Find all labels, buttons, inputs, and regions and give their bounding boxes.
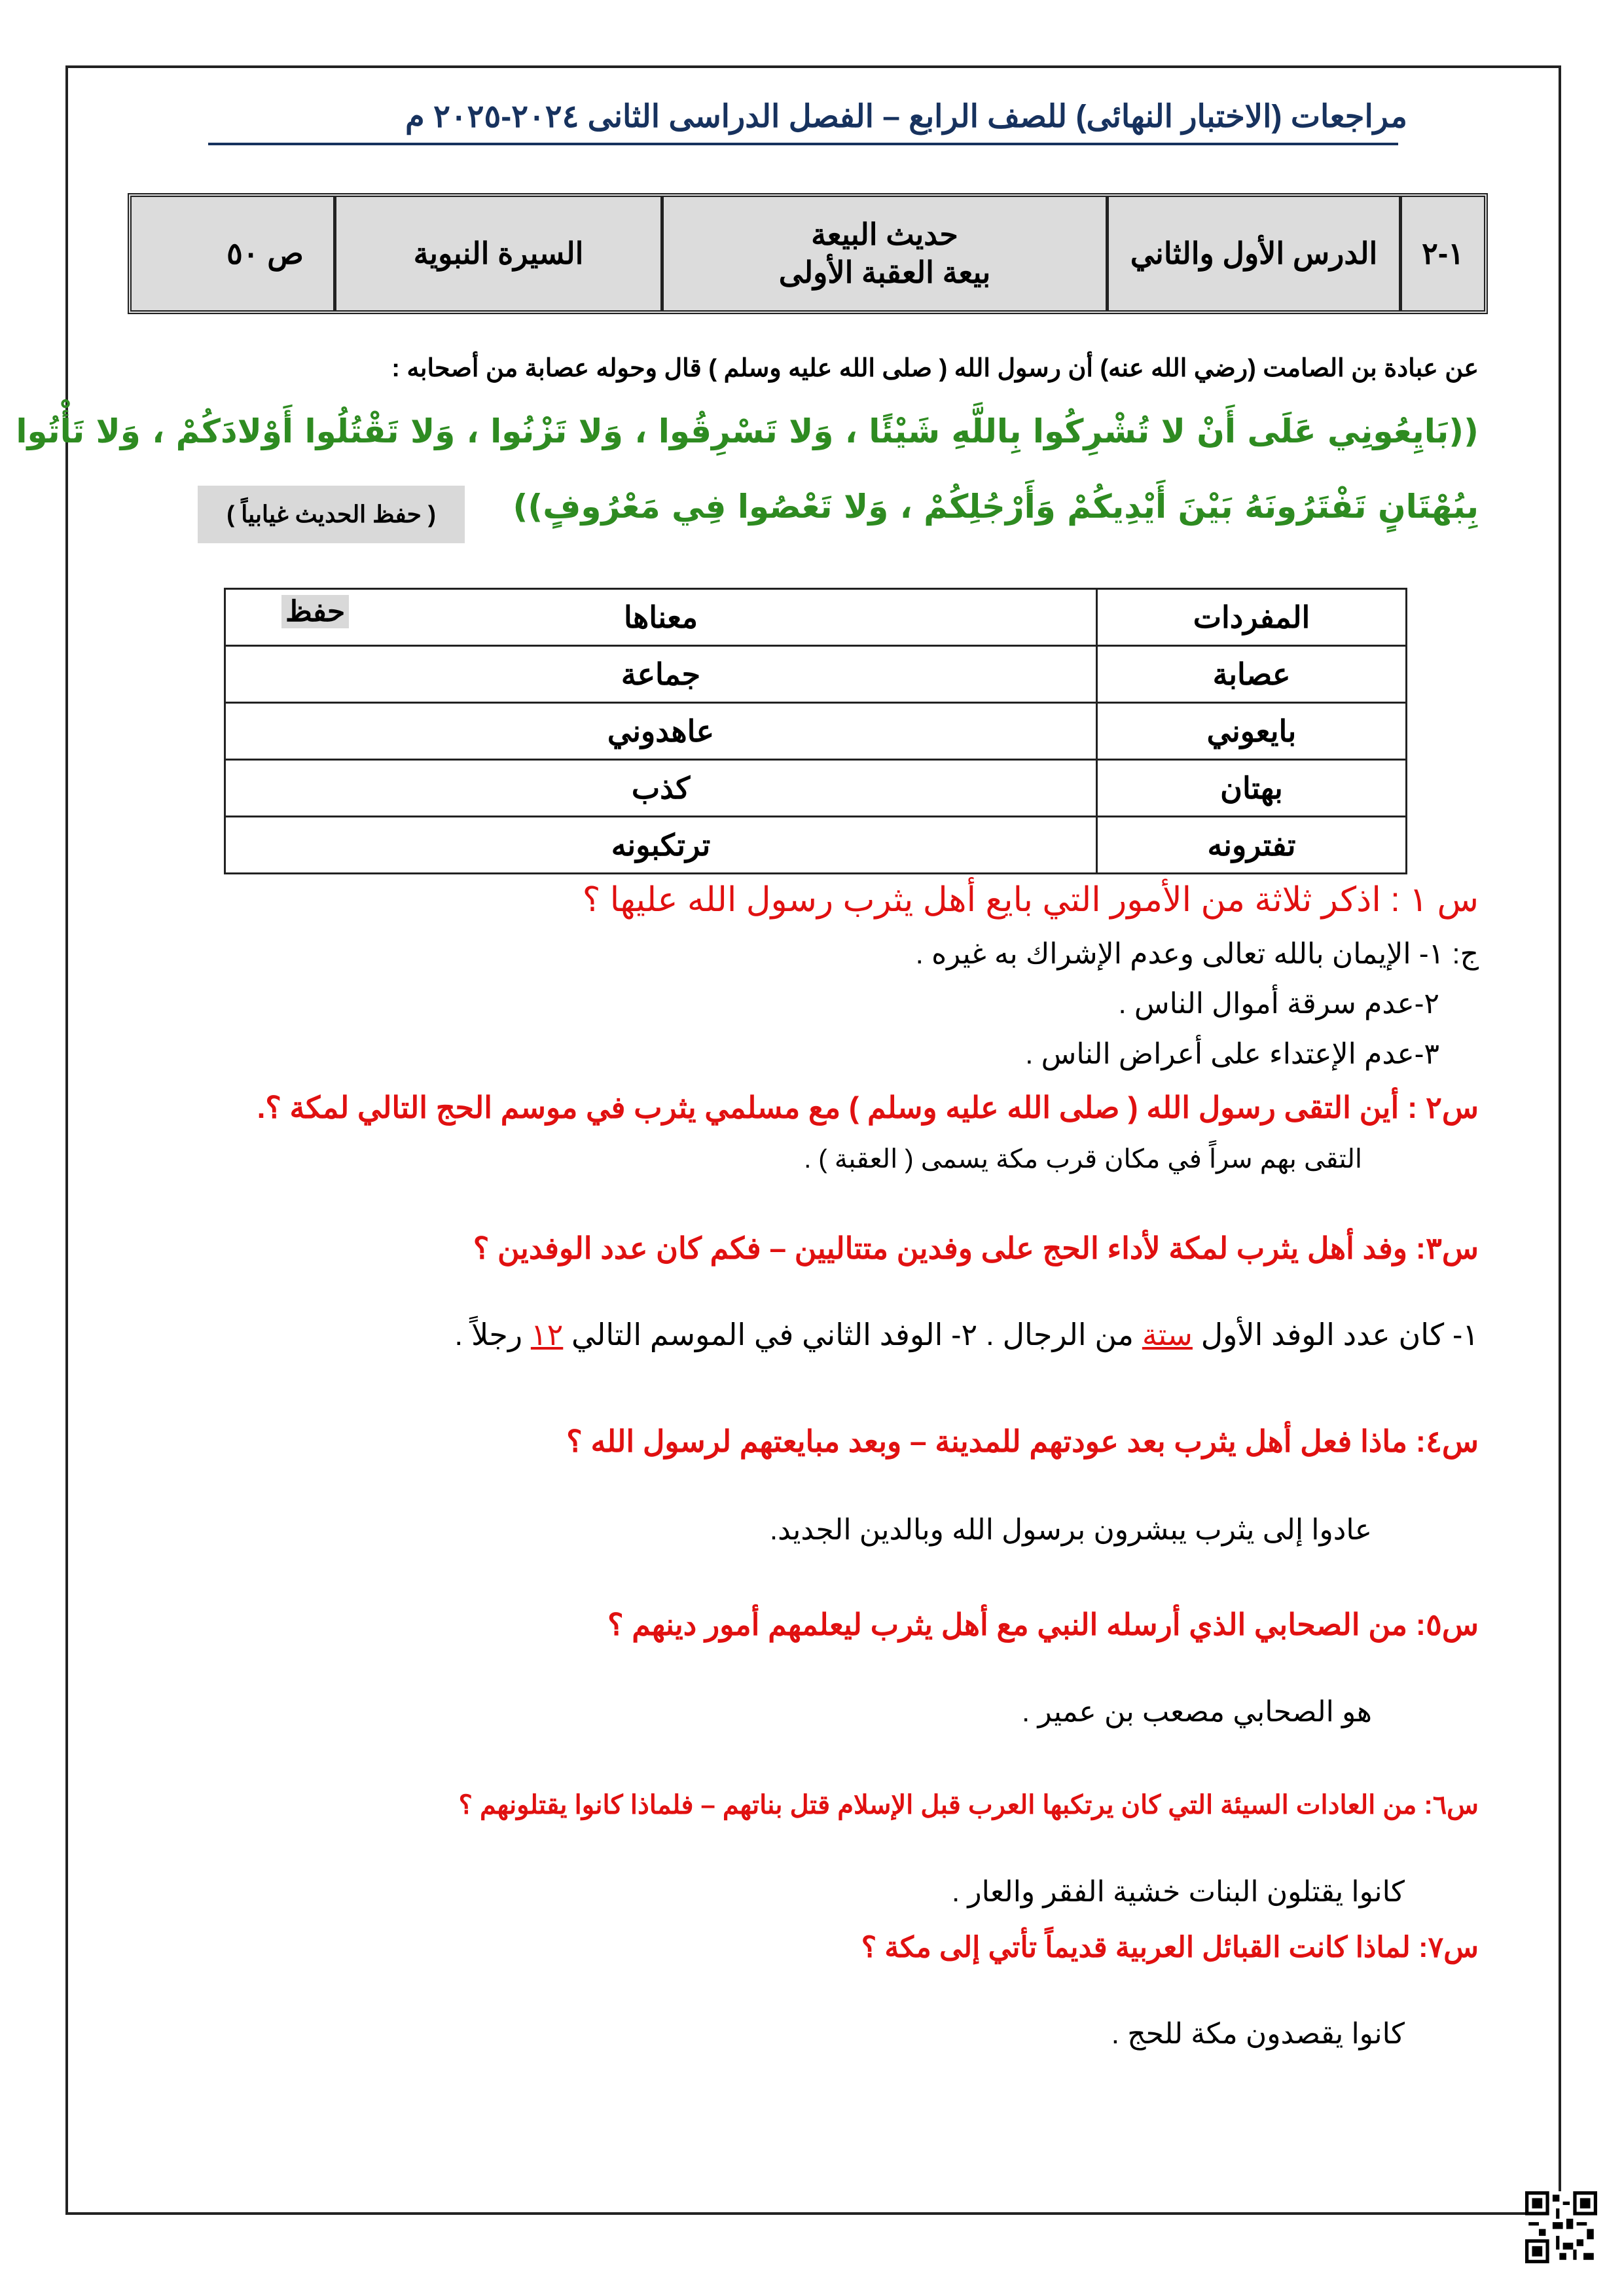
vocab-meaning: جماعة (225, 646, 1097, 703)
answer-1-item-1: ج: ١- الإيمان بالله تعالى وعدم الإشراك به غيره . (915, 938, 1479, 970)
vocab-table (224, 588, 1407, 874)
lesson-topic-line2: بيعة العقبة الأولى (778, 255, 991, 289)
lesson-page: ص ٥٠ (226, 236, 304, 270)
vocab-header-meaning: معناها (623, 600, 698, 634)
table-row (225, 703, 1407, 760)
question-4: س٤: ماذا فعل أهل يثرب بعد عودتهم للمدينة – وبعد مبايعتهم لرسول الله ؟ (566, 1424, 1479, 1458)
answer-3-twelve: ١٢ (530, 1318, 564, 1352)
vocab-header-meaning-cell (225, 589, 1097, 646)
answer-1-item-3: ٣-عدم الإعتداء على أعراض الناس . (1025, 1038, 1439, 1070)
question-7: س٧: لماذا كانت القبائل العربية قديماً تأتي إلى مكة ؟ (861, 1931, 1479, 1964)
answer-1-item-2: ٢-عدم سرقة أموال الناس . (1118, 988, 1439, 1020)
lesson-number: ١-٢ (1399, 197, 1484, 310)
answer-3 (454, 1317, 1479, 1352)
table-row (225, 817, 1407, 874)
lesson-label: الدرس الأول والثاني (1106, 197, 1399, 310)
answer-7: كانوا يقصدون مكة للحج . (1111, 2018, 1405, 2050)
table-row (225, 646, 1407, 703)
lesson-topic-line1: حديث البيعة (811, 217, 958, 251)
question-2: س٢ : أين التقى رسول الله ( صلى الله عليه وسلم ) مع مسلمي يثرب في موسم الحج التالي لمكة ؟. (257, 1090, 1479, 1124)
page-title: مراجعات (الاختبار النهائى) للصف الرابع – الفصل الدراسى الثانى ٢٠٢٤-٢٠٢٥ م (405, 99, 1407, 134)
question-1: س ١ : اذكر ثلاثة من الأمور التي بايع أهل يثرب رسول الله عليها ؟ (582, 881, 1479, 919)
vocab-meaning: ترتكبونه (225, 817, 1097, 874)
vocab-meaning: كذب (225, 760, 1097, 817)
vocab-header-row (225, 589, 1407, 646)
hadith-intro: عن عبادة بن الصامت (رضي الله عنه) أن رسول الله ( صلى الله عليه وسلم ) قال وحوله عصابة من أصحابه : (391, 355, 1479, 382)
vocab-word: تفترونه (1097, 817, 1407, 874)
lesson-unit: السيرة النبوية (333, 197, 660, 310)
answer-4: عادوا إلى يثرب يبشرون برسول الله وبالدين الجديد. (769, 1514, 1372, 1546)
answer-3-part-3: رجلاً . (454, 1318, 531, 1352)
vocab-word: بايعوني (1097, 703, 1407, 760)
hadith-line-2: بِبُهْتَانٍ تَفْتَرُونَهُ بَيْنَ أَيْدِيكُمْ وَأَرْجُلِكُمْ ، وَلا تَعْصُوا فِي مَعْرُوفٍ)) (513, 488, 1479, 526)
vocab-word: بهتان (1097, 760, 1407, 817)
vocab-meaning: عاهدوني (225, 703, 1097, 760)
qr-code-icon (1525, 2191, 1597, 2263)
question-3: س٣: وفد أهل يثرب لمكة لأداء الحج على وفدين متتاليين – فكم كان عدد الوفدين ؟ (473, 1231, 1479, 1265)
answer-6: كانوا يقتلون البنات خشية الفقر والعار . (951, 1876, 1405, 1908)
answer-5: هو الصحابي مصعب بن عمير . (1022, 1696, 1372, 1728)
hadith-line-1: ((بَايِعُونِي عَلَى أَنْ لا تُشْرِكُوا بِاللَّهِ شَيْئًا ، وَلا تَسْرِقُوا ، وَلا تَزْنُوا ، وَلا تَقْتُلُوا أَوْلادَكُمْ ، وَلا تَأْتُوا (16, 412, 1479, 450)
table-row (225, 760, 1407, 817)
lesson-info-table (128, 193, 1488, 314)
lesson-topic (660, 197, 1106, 310)
memorize-note: ( حفظ الحديث غيابياً ) (198, 486, 465, 543)
vocab-word: عصابة (1097, 646, 1407, 703)
question-5: س٥: من الصحابي الذي أرسله النبي مع أهل يثرب ليعلمهم أمور دينهم ؟ (607, 1607, 1479, 1641)
question-6: س٦: من العادات السيئة التي كان يرتكبها العرب قبل الإسلام قتل بناتهم – فلماذا كانوا يقتلونهم ؟ (458, 1791, 1479, 1820)
answer-3-six: ستة (1142, 1318, 1193, 1352)
answer-3-part-2: من الرجال . ٢- الوفد الثاني في الموسم التالي (563, 1318, 1142, 1352)
answer-3-part-1: ١- كان عدد الوفد الأول (1192, 1318, 1479, 1352)
answer-2: التقى بهم سراً في مكان قرب مكة يسمى ( العقبة ) . (804, 1145, 1362, 1174)
title-underline (208, 143, 1398, 145)
vocab-header-word: المفردات (1097, 589, 1407, 646)
vocab-header-memorize: حفظ (281, 595, 349, 628)
